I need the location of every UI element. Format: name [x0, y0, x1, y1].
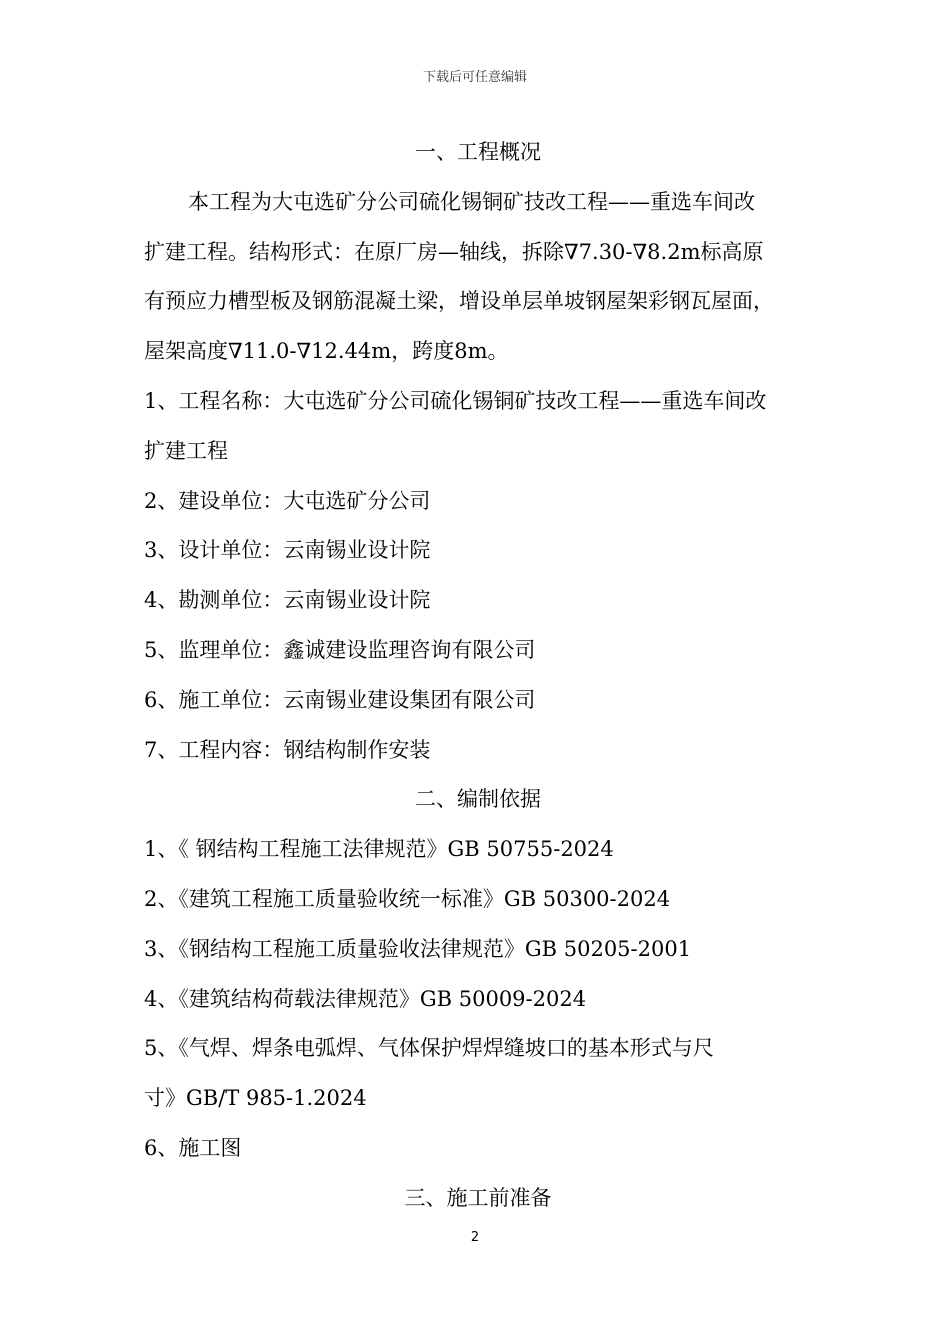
reference-item: 2、《建筑工程施工质量验收统一标准》GB 50300-2024	[144, 886, 671, 911]
list-item: 1、工程名称：大屯选矿分公司硫化锡铜矿技改工程——重选车间改	[144, 388, 767, 413]
paragraph-line: 扩建工程。结构形式：在原厂房—轴线，拆除∇7.30-∇8.2m标高原	[144, 239, 764, 264]
reference-item: 1、《 钢结构工程施工法律规范》GB 50755-2024	[144, 837, 614, 862]
reference-item: 4、《建筑结构荷载法律规范》GB 50009-2024	[144, 986, 587, 1011]
paragraph-line: 有预应力槽型板及钢筋混凝土梁，增设单层单坡钢屋架彩钢瓦屋面，	[144, 289, 774, 314]
list-item: 4、勘测单位：云南锡业设计院	[144, 588, 431, 613]
reference-item: 6、施工图	[144, 1135, 242, 1160]
list-item: 3、设计单位：云南锡业设计院	[144, 538, 431, 563]
reference-item: 5、《气焊、焊条电弧焊、气体保护焊焊缝坡口的基本形式与尺	[144, 1036, 714, 1061]
paragraph-line: 屋架高度∇11.0-∇12.44m，跨度8m。	[144, 339, 509, 364]
list-item: 5、监理单位：鑫诚建设监理咨询有限公司	[144, 637, 536, 662]
section-3-title: 三、施工前准备	[404, 1185, 552, 1210]
list-item: 6、施工单位：云南锡业建设集团有限公司	[144, 687, 536, 712]
project-info-list	[144, 377, 812, 775]
overview-paragraph	[144, 178, 812, 377]
section-1-title: 一、工程概况	[415, 140, 541, 164]
list-item: 7、工程内容：钢结构制作安装	[144, 737, 431, 762]
paragraph-line: 本工程为大屯选矿分公司硫化锡铜矿技改工程——重选车间改	[188, 189, 755, 214]
document-body	[144, 128, 812, 1224]
reference-item-continuation: 寸》GB/T 985-1.2024	[144, 1086, 367, 1111]
reference-item: 3、《钢结构工程施工质量验收法律规范》GB 50205-2001	[144, 936, 692, 961]
reference-list	[144, 825, 812, 1174]
page-header: 下载后可任意编辑	[422, 70, 527, 85]
page-number: 2	[470, 1230, 480, 1245]
list-item-continuation: 扩建工程	[144, 438, 228, 463]
list-item: 2、建设单位：大屯选矿分公司	[144, 488, 431, 513]
section-2-title: 二、编制依据	[415, 787, 541, 812]
